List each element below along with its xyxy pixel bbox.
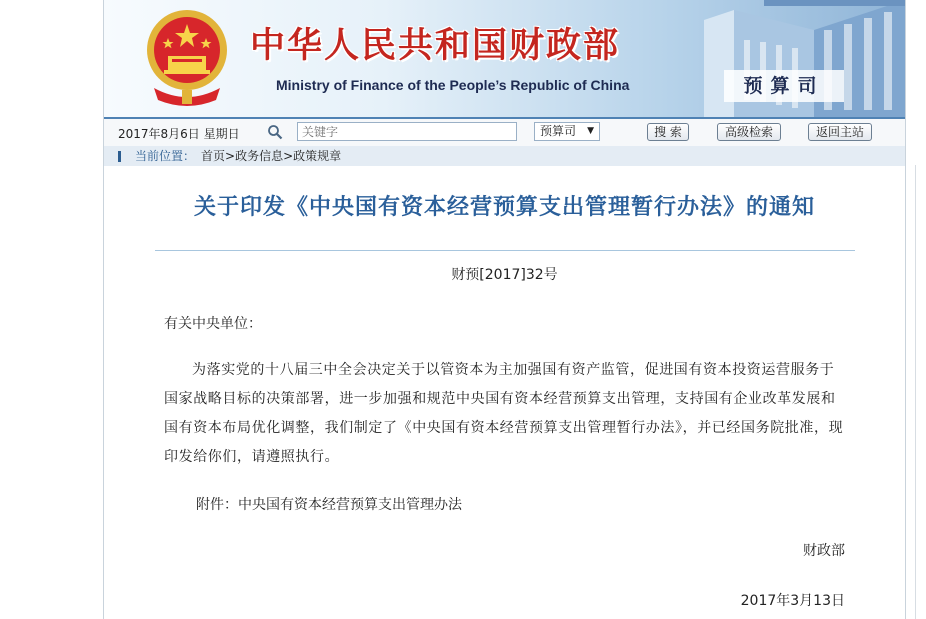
site-title-english: Ministry of Finance of the People’s Republic of China (276, 77, 630, 93)
breadcrumb-separator: > (283, 149, 294, 163)
breadcrumb-marker (118, 151, 121, 162)
breadcrumb-path (201, 146, 341, 166)
search-icon (267, 124, 283, 140)
department-name: 预算司 (724, 70, 844, 102)
advanced-search-button[interactable]: 高级检索 (717, 123, 781, 141)
document-number: 财预[2017]32号 (451, 267, 558, 283)
right-panel-edge (915, 165, 926, 619)
attachment-line: 附件：中央国有资本经营预算支出管理办法 (196, 497, 462, 513)
page-frame (103, 0, 906, 619)
search-scope-select[interactable] (534, 122, 600, 141)
search-scope-value: 预算司 (540, 124, 577, 138)
title-divider (155, 250, 855, 251)
site-banner (104, 0, 905, 117)
breadcrumb-item-policies[interactable]: 政策规章 (293, 149, 342, 163)
breadcrumb-item-government-info[interactable]: 政务信息 (235, 149, 284, 163)
search-toolbar (104, 117, 905, 148)
salutation: 有关中央单位： (164, 316, 262, 332)
national-emblem-icon (144, 6, 230, 108)
issue-date: 2017年3月13日 (740, 593, 845, 609)
article-title: 关于印发《中央国有资本经营预算支出管理暂行办法》的通知 (193, 194, 815, 220)
search-input[interactable] (297, 122, 517, 141)
site-title-chinese: 中华人民共和国财政部 (250, 26, 621, 66)
breadcrumb-label: 当前位置： (135, 149, 196, 163)
return-home-button[interactable]: 返回主站 (808, 123, 872, 141)
chevron-down-icon: ▼ (587, 126, 594, 136)
search-button[interactable]: 搜 索 (647, 123, 689, 141)
signatory: 财政部 (803, 543, 845, 559)
breadcrumb (104, 146, 905, 166)
breadcrumb-separator: > (225, 149, 236, 163)
breadcrumb-item-home[interactable]: 首页 (201, 149, 226, 163)
current-date: 2017年8月6日 星期日 (118, 127, 240, 141)
article-body: 为落实党的十八届三中全会决定关于以管资本为主加强国有资产监管，促进国有资本投资运营服务于国家战略目标的决策部署，进一步加强和规范中央国有资本经营预算支出管理，支持国有企业改革发展和国有资本布局优化调整，我们制定了《中央国有资本经营预算支出管理暂行办法》，并已经国务院批准，现印发给你们，请遵照执行。 (164, 362, 844, 465)
